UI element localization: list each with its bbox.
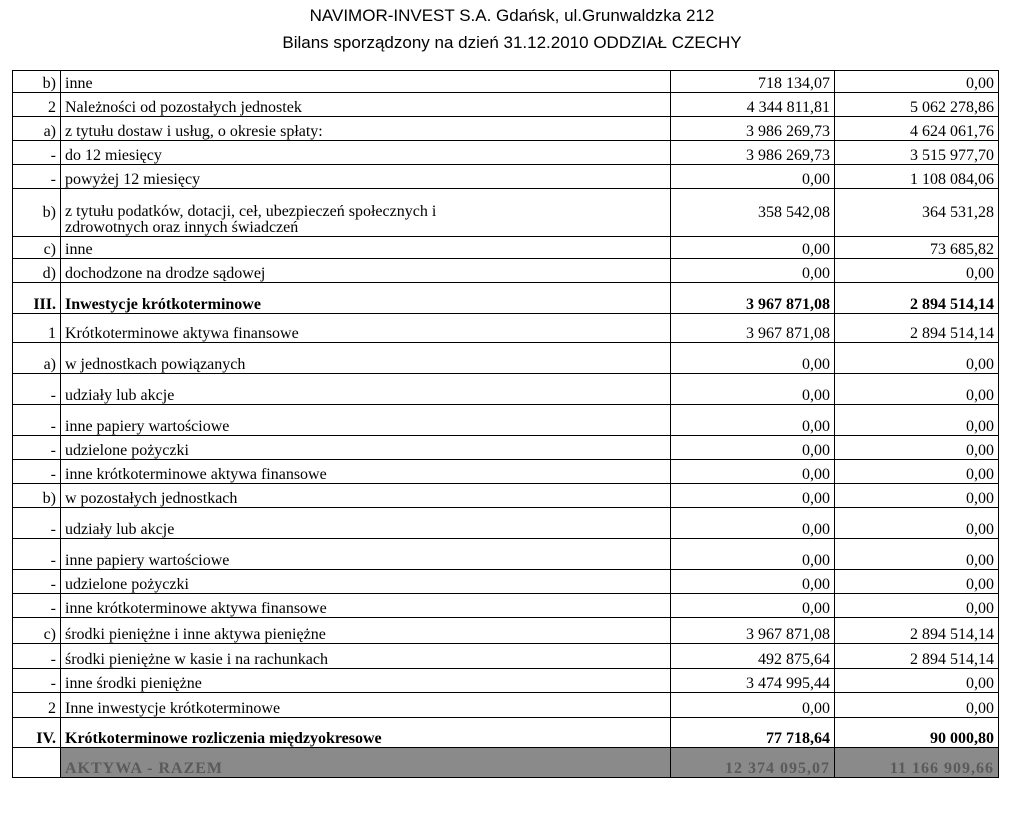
row-label: z tytułu podatków, dotacji, ceł, ubezpieczeń społecznych i zdrowotnych oraz innych świadczeń (61, 189, 671, 237)
table-row (13, 436, 999, 460)
row-index: b) (13, 484, 61, 508)
row-index: - (13, 374, 61, 405)
value-current: 0,00 (671, 405, 835, 436)
row-index: - (13, 436, 61, 460)
value-previous: 2 894 514,14 (835, 283, 999, 314)
row-label: Należności od pozostałych jednostek (61, 93, 671, 117)
row-index: 2 (13, 93, 61, 117)
balance-sheet-table (12, 70, 999, 778)
row-label: udzielone pożyczki (61, 436, 671, 460)
value-current: 718 134,07 (671, 71, 835, 93)
value-previous: 0,00 (835, 259, 999, 283)
company-header: NAVIMOR-INVEST S.A. Gdańsk, ul.Grunwaldzka 212 (309, 6, 715, 25)
value-current: 0,00 (671, 460, 835, 484)
value-previous: 73 685,82 (835, 237, 999, 259)
row-index: a) (13, 117, 61, 141)
value-previous: 4 624 061,76 (835, 117, 999, 141)
value-previous: 0,00 (835, 374, 999, 405)
table-row (13, 405, 999, 436)
row-label: inne krótkoterminowe aktywa finansowe (61, 594, 671, 618)
row-label: inne papiery wartościowe (61, 405, 671, 436)
table-row (13, 189, 999, 237)
value-current: 0,00 (671, 343, 835, 374)
row-index: - (13, 165, 61, 189)
value-previous: 90 000,80 (835, 718, 999, 748)
value-previous: 0,00 (835, 669, 999, 693)
row-index: - (13, 405, 61, 436)
row-label: do 12 miesięcy (61, 141, 671, 165)
row-index: c) (13, 237, 61, 259)
table-row (13, 259, 999, 283)
value-previous: 2 894 514,14 (835, 644, 999, 669)
row-index: IV. (13, 718, 61, 748)
row-label: inne papiery wartościowe (61, 539, 671, 570)
value-current: 4 344 811,81 (671, 93, 835, 117)
row-label: udziały lub akcje (61, 374, 671, 405)
value-previous: 0,00 (835, 405, 999, 436)
value-current: 3 986 269,73 (671, 141, 835, 165)
row-label: udzielone pożyczki (61, 570, 671, 594)
value-previous: 0,00 (835, 508, 999, 539)
table-row (13, 693, 999, 718)
row-label: inne krótkoterminowe aktywa finansowe (61, 460, 671, 484)
row-index: b) (13, 71, 61, 93)
value-current: 0,00 (671, 436, 835, 460)
value-previous: 0,00 (835, 484, 999, 508)
row-index: - (13, 570, 61, 594)
row-index: - (13, 508, 61, 539)
total-label: AKTYWA - RAZEM (61, 748, 671, 778)
table-row (13, 343, 999, 374)
table-row (13, 237, 999, 259)
table-row (13, 539, 999, 570)
value-current: 0,00 (671, 539, 835, 570)
table-row (13, 141, 999, 165)
report-title: Bilans sporządzony na dzień 31.12.2010 ODDZIAŁ CZECHY (282, 33, 742, 52)
row-label: Inwestycje krótkoterminowe (61, 283, 671, 314)
table-row (13, 460, 999, 484)
value-previous: 364 531,28 (835, 189, 999, 237)
row-label: Krótkoterminowe aktywa finansowe (61, 314, 671, 343)
row-index: 1 (13, 314, 61, 343)
table-row (13, 644, 999, 669)
row-label: Inne inwestycje krótkoterminowe (61, 693, 671, 718)
value-current: 0,00 (671, 484, 835, 508)
row-index: 2 (13, 693, 61, 718)
row-label: Krótkoterminowe rozliczenia międzyokresowe (61, 718, 671, 748)
value-previous: 0,00 (835, 71, 999, 93)
value-previous: 1 108 084,06 (835, 165, 999, 189)
value-current: 0,00 (671, 693, 835, 718)
table-row (13, 718, 999, 748)
value-current: 77 718,64 (671, 718, 835, 748)
row-index: III. (13, 283, 61, 314)
row-label: dochodzone na drodze sądowej (61, 259, 671, 283)
row-label: inne (61, 71, 671, 93)
value-current: 3 967 871,08 (671, 314, 835, 343)
row-label: powyżej 12 miesięcy (61, 165, 671, 189)
row-label: środki pieniężne i inne aktywa pieniężne (61, 618, 671, 644)
table-row (13, 484, 999, 508)
row-index: - (13, 669, 61, 693)
table-row (13, 508, 999, 539)
table-row (13, 314, 999, 343)
row-index: - (13, 594, 61, 618)
row-label: w pozostałych jednostkach (61, 484, 671, 508)
value-previous: 0,00 (835, 460, 999, 484)
row-index: - (13, 644, 61, 669)
value-previous: 2 894 514,14 (835, 314, 999, 343)
row-index: d) (13, 259, 61, 283)
value-current: 3 474 995,44 (671, 669, 835, 693)
value-previous: 0,00 (835, 594, 999, 618)
row-index: - (13, 539, 61, 570)
table-row (13, 283, 999, 314)
value-current: 0,00 (671, 374, 835, 405)
value-previous: 0,00 (835, 570, 999, 594)
row-index: b) (13, 189, 61, 237)
row-index: - (13, 141, 61, 165)
value-previous: 0,00 (835, 436, 999, 460)
row-index (13, 748, 61, 778)
value-previous: 3 515 977,70 (835, 141, 999, 165)
total-row (13, 748, 999, 778)
table-row (13, 165, 999, 189)
value-current: 3 986 269,73 (671, 117, 835, 141)
table-row (13, 594, 999, 618)
row-label: inne środki pieniężne (61, 669, 671, 693)
row-label: z tytułu dostaw i usług, o okresie spłaty: (61, 117, 671, 141)
value-previous: 0,00 (835, 343, 999, 374)
value-current: 3 967 871,08 (671, 618, 835, 644)
table-row (13, 374, 999, 405)
row-index: a) (13, 343, 61, 374)
row-index: - (13, 460, 61, 484)
value-current: 358 542,08 (671, 189, 835, 237)
table-row (13, 618, 999, 644)
value-previous: 2 894 514,14 (835, 618, 999, 644)
value-previous: 0,00 (835, 539, 999, 570)
value-current: 0,00 (671, 165, 835, 189)
total-value-previous: 11 166 909,66 (835, 748, 999, 778)
row-label: udziały lub akcje (61, 508, 671, 539)
table-row (13, 93, 999, 117)
table-row (13, 71, 999, 93)
value-current: 0,00 (671, 570, 835, 594)
value-current: 0,00 (671, 259, 835, 283)
row-label: środki pieniężne w kasie i na rachunkach (61, 644, 671, 669)
total-value-current: 12 374 095,07 (671, 748, 835, 778)
value-previous: 0,00 (835, 693, 999, 718)
row-label: w jednostkach powiązanych (61, 343, 671, 374)
value-current: 492 875,64 (671, 644, 835, 669)
value-current: 0,00 (671, 594, 835, 618)
row-label: inne (61, 237, 671, 259)
row-index: c) (13, 618, 61, 644)
table-row (13, 117, 999, 141)
value-current: 0,00 (671, 508, 835, 539)
value-previous: 5 062 278,86 (835, 93, 999, 117)
table-row (13, 570, 999, 594)
value-current: 0,00 (671, 237, 835, 259)
value-current: 3 967 871,08 (671, 283, 835, 314)
table-row (13, 669, 999, 693)
